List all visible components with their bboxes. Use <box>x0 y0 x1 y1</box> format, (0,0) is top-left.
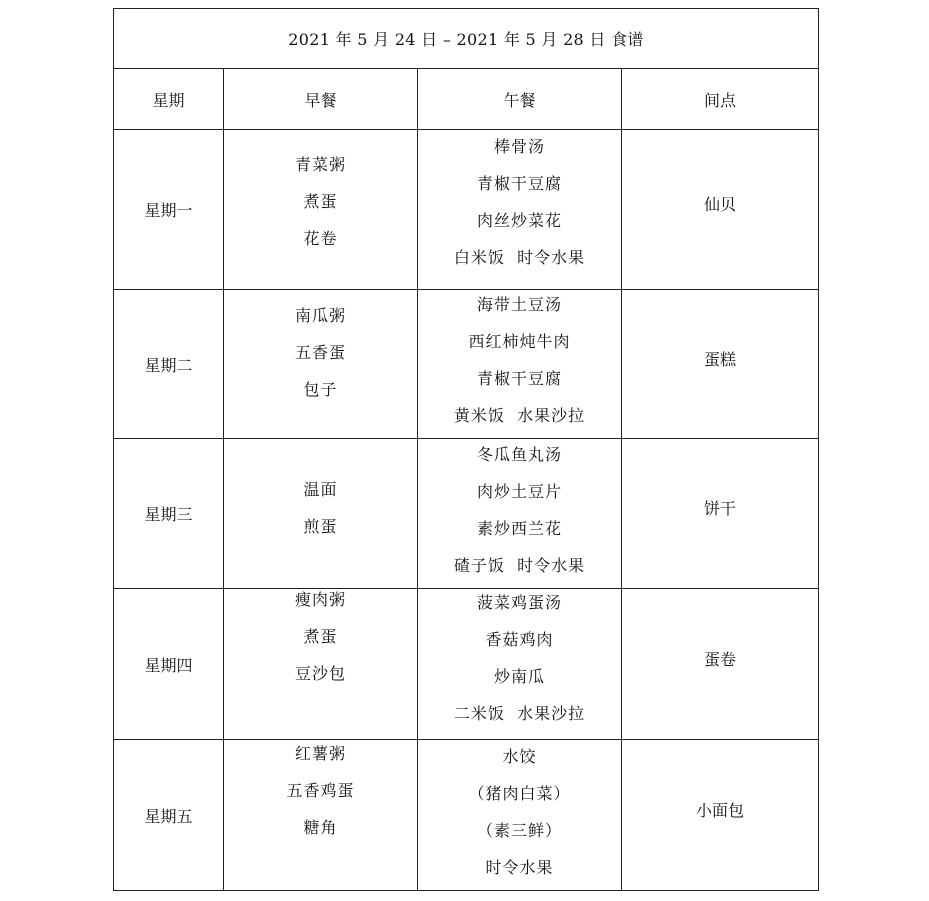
breakfast-item: 糖角 <box>303 817 338 837</box>
day-cell: 星期五 <box>114 740 224 891</box>
menu-table <box>113 8 819 891</box>
snack-cell <box>622 740 819 891</box>
lunch-item: 炒南瓜 <box>493 667 545 686</box>
snack-item: 小面包 <box>695 800 744 820</box>
breakfast-cell <box>224 130 418 290</box>
breakfast-item: 五香蛋 <box>294 342 346 362</box>
lunch-item: 肉炒土豆片 <box>476 481 562 501</box>
lunch-item: 青椒干豆腐 <box>476 173 562 193</box>
lunch-cell <box>418 290 622 439</box>
lunch-item: 海带土豆汤 <box>476 295 562 314</box>
lunch-item: 素炒西兰花 <box>476 518 562 538</box>
day-cell: 星期四 <box>114 589 224 740</box>
snack-cell <box>622 130 819 290</box>
table-row <box>114 589 819 740</box>
snack-cell <box>622 290 819 439</box>
table-row <box>114 439 819 589</box>
header-day: 星期 <box>114 69 224 130</box>
snack-item: 蛋糕 <box>703 349 736 369</box>
breakfast-item: 红薯粥 <box>294 743 346 763</box>
breakfast-item: 煮蛋 <box>303 192 338 211</box>
header-breakfast: 早餐 <box>224 69 418 130</box>
breakfast-item: 南瓜粥 <box>294 305 346 325</box>
breakfast-cell <box>224 740 418 891</box>
header-lunch: 午餐 <box>418 69 622 130</box>
day-cell: 星期二 <box>114 290 224 439</box>
lunch-item: （素三鲜） <box>476 821 562 840</box>
lunch-item: 青椒干豆腐 <box>476 369 562 388</box>
day-cell: 星期一 <box>114 130 224 290</box>
lunch-item: 肉丝炒菜花 <box>476 210 562 230</box>
snack-cell <box>622 439 819 589</box>
snack-item: 蛋卷 <box>703 649 736 669</box>
lunch-item: 西红柿炖牛肉 <box>468 332 571 351</box>
breakfast-item: 煎蛋 <box>303 516 338 536</box>
lunch-cell <box>418 589 622 740</box>
title-row <box>114 9 819 69</box>
header-snack: 间点 <box>622 69 819 130</box>
lunch-item: 碴子饭 时令水果 <box>453 555 586 575</box>
breakfast-cell <box>224 439 418 589</box>
breakfast-item: 五香鸡蛋 <box>286 780 355 800</box>
breakfast-item: 煮蛋 <box>303 626 338 646</box>
lunch-cell <box>418 740 622 891</box>
snack-item: 仙贝 <box>703 195 736 214</box>
day-cell: 星期三 <box>114 439 224 589</box>
breakfast-item: 花卷 <box>303 229 338 248</box>
lunch-item: 黄米饭 水果沙拉 <box>453 406 586 425</box>
breakfast-item: 包子 <box>303 379 338 399</box>
table-row <box>114 130 819 290</box>
lunch-item: 棒骨汤 <box>493 136 545 156</box>
lunch-item: 水饺 <box>502 747 537 766</box>
breakfast-item: 青菜粥 <box>294 155 346 174</box>
lunch-cell <box>418 130 622 290</box>
menu-title: 2021 年 5 月 24 日 – 2021 年 5 月 28 日 食谱 <box>114 9 819 69</box>
header-row <box>114 69 819 130</box>
lunch-item: 白米饭 时令水果 <box>453 247 586 267</box>
lunch-item: 冬瓜鱼丸汤 <box>476 444 562 464</box>
breakfast-cell <box>224 589 418 740</box>
breakfast-item: 瘦肉粥 <box>294 589 346 609</box>
breakfast-item: 温面 <box>303 479 338 499</box>
lunch-cell <box>418 439 622 589</box>
lunch-item: 香菇鸡肉 <box>485 630 554 649</box>
table-row <box>114 740 819 891</box>
breakfast-item: 豆沙包 <box>294 663 346 683</box>
breakfast-cell <box>224 290 418 439</box>
lunch-item: 时令水果 <box>485 858 554 877</box>
lunch-item: （猪肉白菜） <box>468 784 571 803</box>
snack-cell <box>622 589 819 740</box>
snack-item: 饼干 <box>703 499 736 518</box>
lunch-item: 菠菜鸡蛋汤 <box>476 593 562 612</box>
lunch-item: 二米饭 水果沙拉 <box>453 704 586 723</box>
table-row <box>114 290 819 439</box>
